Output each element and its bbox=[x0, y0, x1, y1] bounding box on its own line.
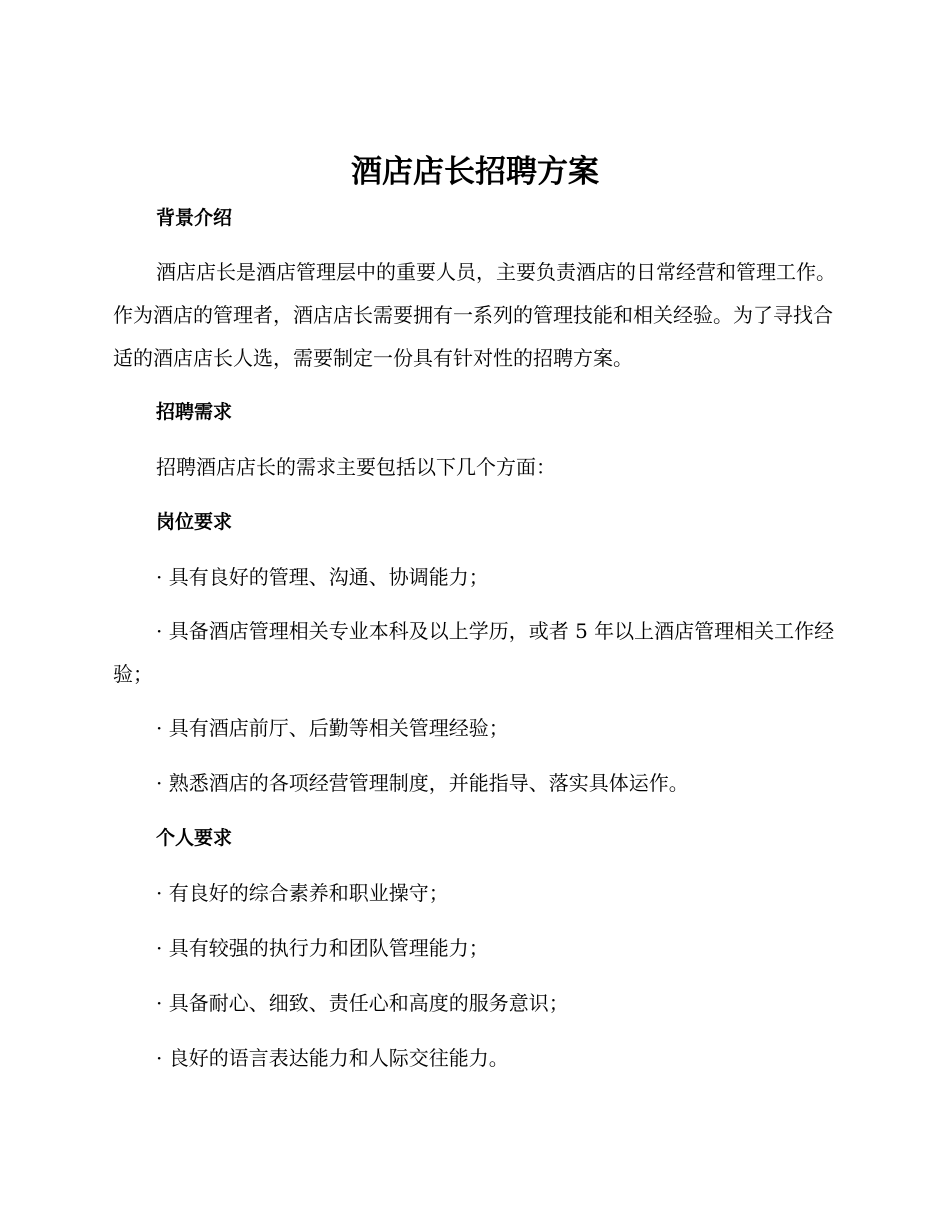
position-requirement-item: · 熟悉酒店的各项经营管理制度，并能指导、落实具体运作。 bbox=[156, 771, 689, 795]
section-heading-position: 岗位要求 bbox=[156, 511, 233, 533]
section-heading-needs: 招聘需求 bbox=[156, 401, 233, 423]
background-paragraph: 酒店店长是酒店管理层中的重要人员，主要负责酒店的日常经营和管理工作。作为酒店的管理者，酒店店长需要拥有一系列的管理技能和相关经验。为了寻找合适的酒店店长人选，需要制定一份具有针对性的招聘方案。 bbox=[113, 260, 836, 370]
personal-requirement-item: · 具有较强的执行力和团队管理能力； bbox=[156, 936, 489, 960]
position-requirement-item: · 具有酒店前厅、后勤等相关管理经验； bbox=[156, 716, 509, 740]
position-requirement-item: · 具有良好的管理、沟通、协调能力； bbox=[156, 565, 489, 589]
personal-requirement-item: · 良好的语言表达能力和人际交往能力。 bbox=[156, 1046, 509, 1070]
needs-intro-paragraph: 招聘酒店店长的需求主要包括以下几个方面： bbox=[156, 455, 556, 479]
document-title: 酒店店长招聘方案 bbox=[351, 154, 599, 190]
personal-requirement-item: · 有良好的综合素养和职业操守； bbox=[156, 881, 449, 905]
section-heading-background: 背景介绍 bbox=[156, 207, 233, 229]
section-heading-personal: 个人要求 bbox=[156, 827, 233, 849]
position-requirement-item: · 具备酒店管理相关专业本科及以上学历，或者 5 年以上酒店管理相关工作经验； bbox=[113, 619, 835, 686]
personal-requirement-item: · 具备耐心、细致、责任心和高度的服务意识； bbox=[156, 991, 569, 1015]
